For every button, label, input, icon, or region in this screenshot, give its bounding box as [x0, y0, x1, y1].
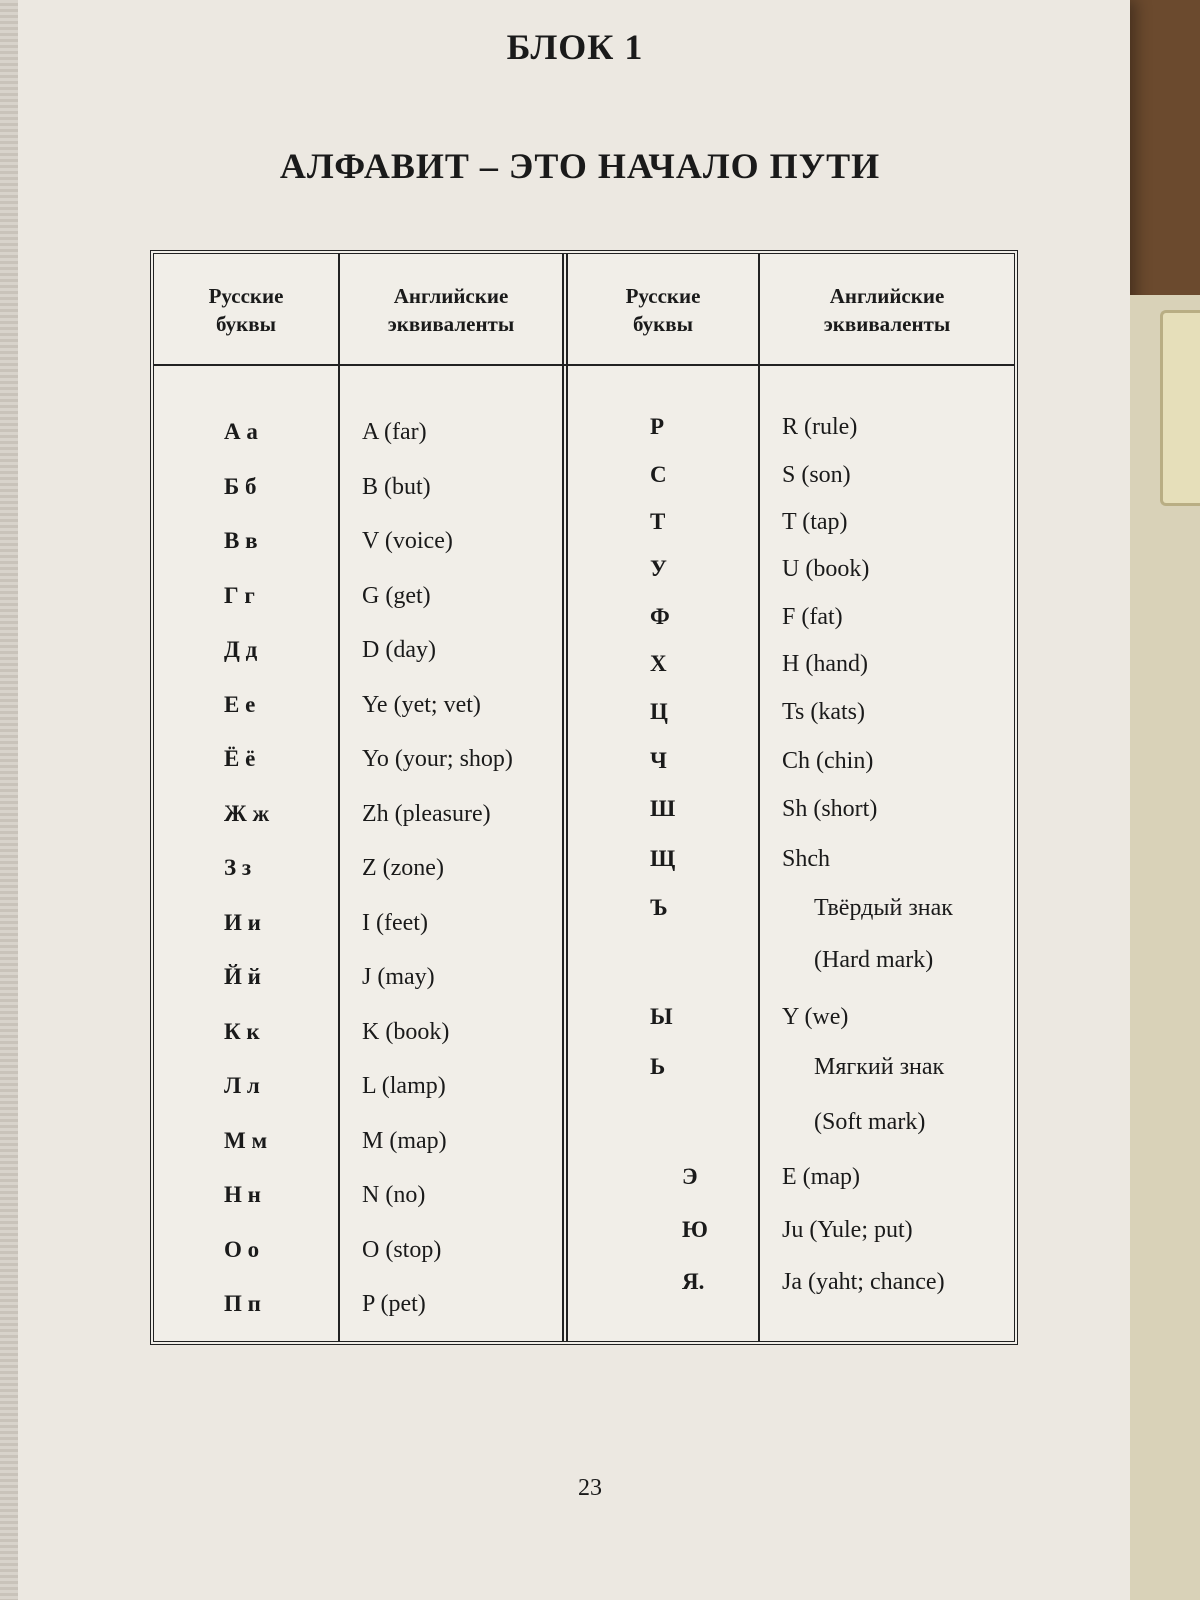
russian-letter-cell: А а — [224, 419, 258, 444]
english-equivalent-cell: L (lamp) — [362, 1073, 446, 1099]
english-equivalent-cell: Ye (yet; vet) — [362, 691, 481, 718]
english-equivalent-cell: T (tap) — [782, 509, 848, 535]
english-equivalent-cell: N (no) — [362, 1182, 426, 1208]
russian-letter-cell: Ж ж — [224, 800, 270, 826]
header-text: Русские — [625, 284, 701, 308]
russian-letter-cell: Э — [682, 1164, 698, 1189]
english-equivalent-cell: Shch — [782, 846, 830, 872]
english-equivalent-cell: Мягкий знак — [814, 1054, 945, 1080]
english-equivalent-cell: F (fat) — [782, 604, 843, 630]
alphabet-table — [150, 250, 1018, 1345]
russian-letter-cell: Й й — [224, 964, 261, 989]
header-text: буквы — [632, 312, 694, 336]
header-text: эквиваленты — [387, 312, 515, 336]
english-equivalent-cell: Ja (yaht; chance) — [782, 1269, 945, 1295]
russian-letter-cell: И и — [224, 909, 261, 935]
english-equivalent-cell: (Soft mark) — [814, 1109, 926, 1135]
russian-letter-cell: Ь — [650, 1054, 666, 1079]
english-equivalent-cell: J (may) — [362, 964, 435, 990]
header-russian-left — [154, 282, 338, 338]
russian-letter-cell: О о — [224, 1236, 260, 1262]
english-equivalent-cell: K (book) — [362, 1018, 450, 1045]
russian-letter-cell: С — [650, 462, 667, 487]
header-text: эквиваленты — [823, 312, 951, 336]
header-text: Английские — [393, 284, 509, 308]
english-equivalent-cell: Ju (Yule; put) — [782, 1217, 913, 1243]
header-divider — [154, 364, 1014, 366]
english-equivalent-cell: O (stop) — [362, 1236, 442, 1263]
english-equivalent-cell: E (map) — [782, 1164, 860, 1190]
english-equivalent-cell: R (rule) — [782, 414, 858, 440]
russian-letter-cell: К к — [224, 1018, 260, 1044]
english-equivalent-cell: Твёрдый знак — [814, 895, 953, 921]
russian-letter-cell: Ф — [650, 604, 670, 629]
header-english-right — [760, 282, 1014, 338]
russian-letter-cell: З з — [224, 855, 252, 880]
english-equivalent-cell: G (get) — [362, 582, 431, 609]
english-equivalent-cell: Zh (pleasure) — [362, 800, 491, 827]
english-equivalent-cell: A (far) — [362, 419, 427, 445]
russian-letter-cell: Х — [650, 651, 667, 676]
english-equivalent-cell: P (pet) — [362, 1291, 426, 1317]
russian-letter-cell: Н н — [224, 1182, 261, 1207]
english-equivalent-cell: Y (we) — [782, 1004, 849, 1030]
russian-letter-cell: Д д — [224, 637, 258, 662]
english-equivalent-cell: V (voice) — [362, 528, 453, 554]
russian-letter-cell: Ъ — [650, 895, 668, 920]
russian-letter-cell: Б б — [224, 473, 257, 499]
russian-letter-cell: Ш — [650, 796, 676, 821]
russian-letter-cell: В в — [224, 528, 258, 553]
header-text: Русские — [208, 284, 284, 308]
russian-letter-cell: Е е — [224, 691, 256, 717]
russian-letter-cell: Ц — [650, 699, 668, 724]
english-equivalent-cell: H (hand) — [782, 651, 868, 677]
header-russian-right — [568, 282, 758, 338]
russian-letter-cell: М м — [224, 1127, 268, 1153]
russian-letter-cell: Ч — [650, 748, 667, 773]
russian-letter-cell: Я. — [682, 1269, 705, 1294]
center-double-divider — [562, 254, 568, 1341]
english-equivalent-cell: Ts (kats) — [782, 699, 865, 725]
english-equivalent-cell: I (feet) — [362, 909, 428, 936]
block-title: БЛОК 1 — [506, 27, 644, 67]
english-equivalent-cell: D (day) — [362, 637, 436, 663]
english-equivalent-cell: B (but) — [362, 473, 431, 500]
background-sticker — [1160, 310, 1200, 506]
english-equivalent-cell: Sh (short) — [782, 796, 878, 822]
column-divider — [338, 254, 340, 1341]
english-equivalent-cell: S (son) — [782, 462, 851, 488]
page-number: 23 — [578, 1475, 602, 1501]
english-equivalent-cell: Ch (chin) — [782, 748, 874, 774]
header-english-left — [340, 282, 562, 338]
column-divider — [758, 254, 760, 1341]
russian-letter-cell: Щ — [650, 846, 676, 871]
english-equivalent-cell: Yo (your; shop) — [362, 746, 513, 772]
russian-letter-cell: Т — [650, 509, 666, 534]
header-text: буквы — [215, 312, 277, 336]
russian-letter-cell: Г г — [224, 582, 255, 608]
english-equivalent-cell: M (map) — [362, 1127, 447, 1154]
page-title: АЛФАВИТ – ЭТО НАЧАЛО ПУТИ — [279, 146, 881, 186]
english-equivalent-cell: (Hard mark) — [814, 947, 934, 973]
russian-letter-cell: Ю — [682, 1217, 708, 1242]
russian-letter-cell: У — [650, 556, 667, 581]
english-equivalent-cell: U (book) — [782, 556, 870, 582]
russian-letter-cell: Л л — [224, 1073, 260, 1098]
russian-letter-cell: Р — [650, 414, 665, 439]
russian-letter-cell: П п — [224, 1291, 261, 1316]
header-text: Английские — [829, 284, 945, 308]
russian-letter-cell: Ы — [650, 1004, 673, 1029]
english-equivalent-cell: Z (zone) — [362, 855, 444, 881]
page-edge — [0, 0, 18, 1600]
russian-letter-cell: Ё ё — [224, 746, 256, 771]
